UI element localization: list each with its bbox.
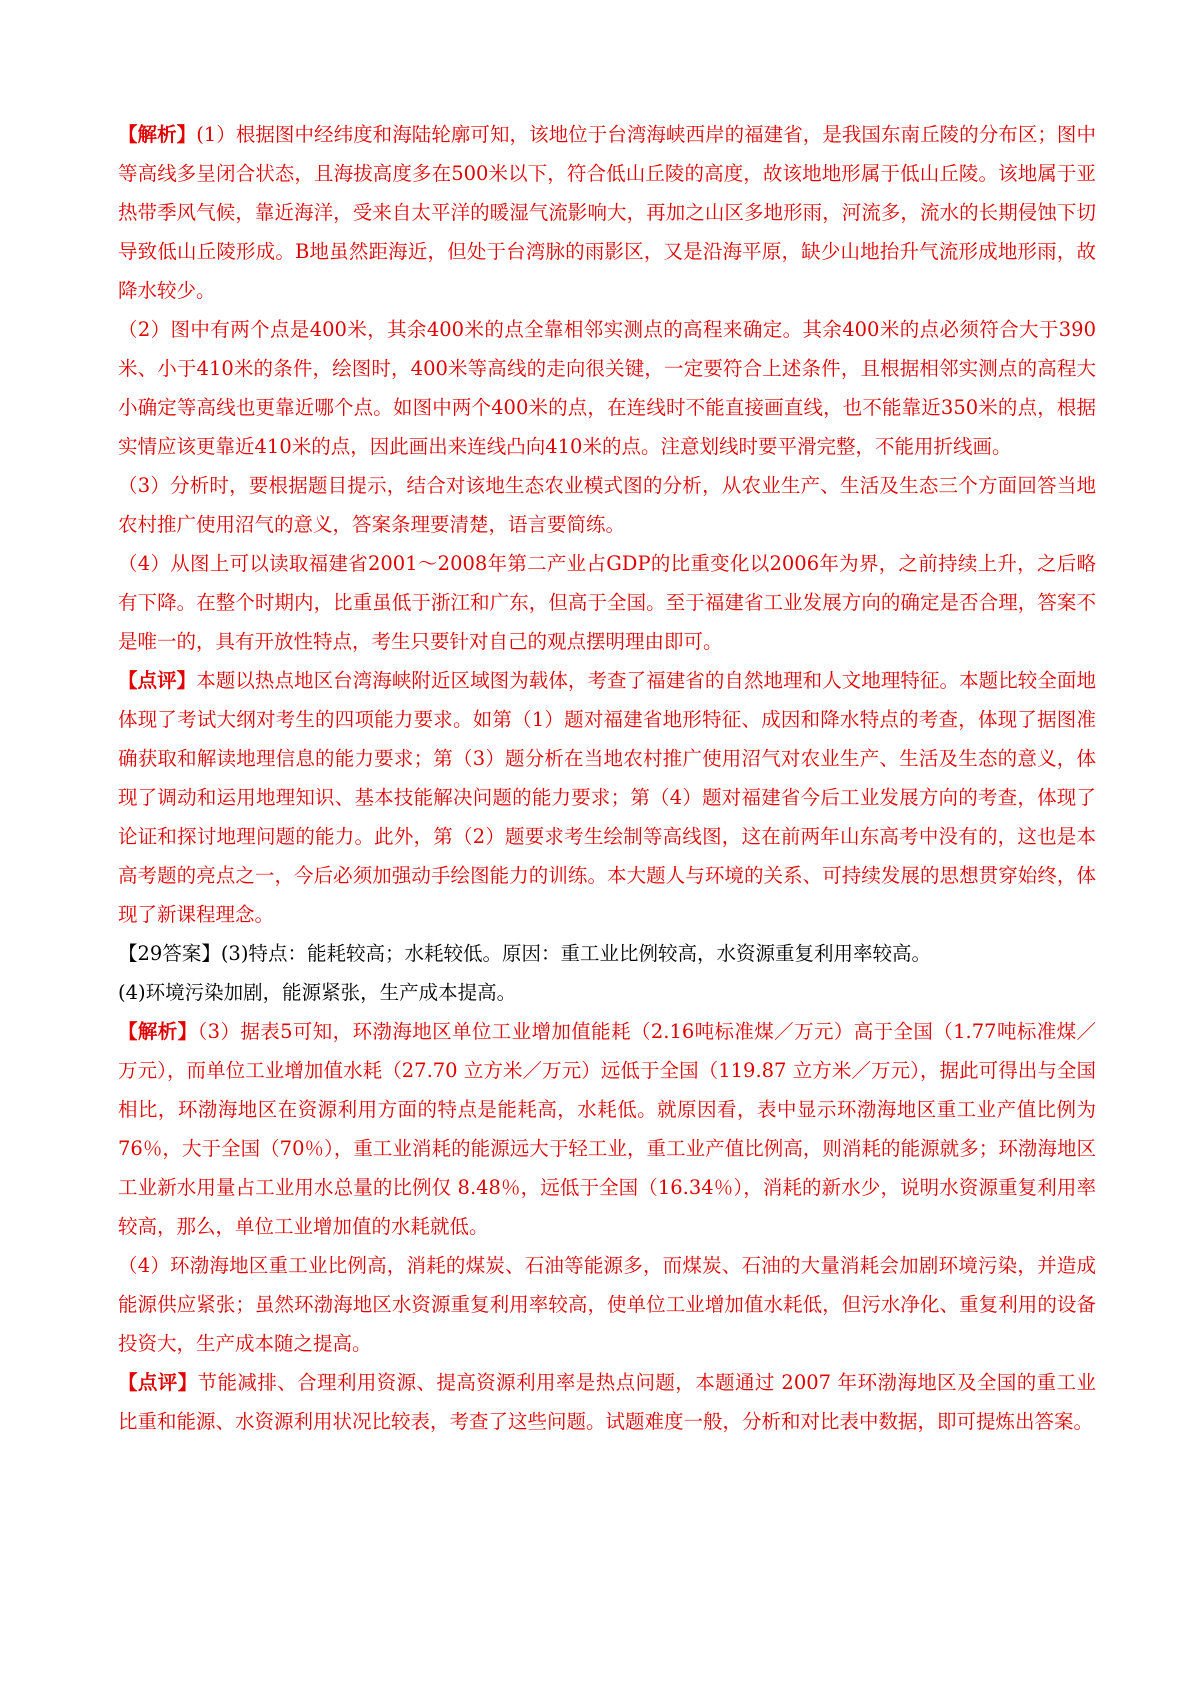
answer-text: (3)特点：能耗较高；水耗较低。原因：重工业比例较高，水资源重复利用率较高。 (220, 942, 931, 965)
analysis-text: (1）根据图中经纬度和海陆轮廓可知，该地位于台湾海峡西岸的福建省，是我国东南丘陵的分布区；图中等高线多呈闭合状态，且海拔高度多在500米以下，符合低山丘陵的高度，故该地地形属于低山丘陵。该地属于亚热带季风气候，靠近海洋，受来自太平洋的暖湿气流影响大，再加之山区多地形雨，河流多，流水的长期侵蚀下切导致低山丘陵形成。B地虽然距海近，但处于台湾脉的雨影区，又是沿海平原，缺少山地抬升气流形成地形雨，故降水较少。 (118, 123, 1096, 302)
comment-paragraph-2 (118, 1363, 1096, 1441)
analysis-text: （3）据表5可知，环渤海地区单位工业增加值能耗（2.16吨标准煤／万元）高于全国（1.77吨标准煤／万元），而单位工业增加值水耗（27.70 立方米／万元）远低于全国（119.87 立方米／万元），据此可得出与全国相比，环渤海地区在资源利用方面的特点是能耗高，水耗低。就原因看，表中显示环渤海地区重工业产值比例为76％，大于全国（70％），重工业消耗的能源远大于轻工业，重工业产值比例高，则消耗的能源就多；环渤海地区工业新水用量占工业用水总量的比例仅 8.48％，远低于全国（16.34％），消耗的新水少，说明水资源重复利用率较高，那么，单位工业增加值的水耗就低。 (118, 1020, 1096, 1238)
analysis-paragraph-1 (118, 115, 1096, 310)
comment-tag: 【点评】 (118, 1371, 198, 1394)
analysis-paragraph-6: （4）环渤海地区重工业比例高，消耗的煤炭、石油等能源多，而煤炭、石油的大量消耗会加剧环境污染，并造成能源供应紧张；虽然环渤海地区水资源重复利用率较高，使单位工业增加值水耗低，但污水净化、重复利用的设备投资大，生产成本随之提高。 (118, 1254, 1096, 1355)
answer-paragraph-1 (118, 934, 1096, 973)
comment-paragraph-1 (118, 661, 1096, 934)
comment-tag: 【点评】 (118, 669, 197, 692)
analysis-paragraph-3: （3）分析时，要根据题目提示，结合对该地生态农业模式图的分析，从农业生产、生活及生态三个方面回答当地农村推广使用沼气的意义，答案条理要清楚，语言要简练。 (118, 474, 1096, 536)
answer-tag: 【29答案】 (118, 942, 221, 965)
comment-text: 节能减排、合理利用资源、提高资源利用率是热点问题，本题通过 2007 年环渤海地区及全国的重工业比重和能源、水资源利用状况比较表，考查了这些问题。试题难度一般，分析和对比表中数据，即可提炼出答案。 (118, 1371, 1096, 1433)
analysis-tag: 【解析】 (118, 123, 197, 146)
comment-text: 本题以热点地区台湾海峡附近区域图为载体，考查了福建省的自然地理和人文地理特征。本题比较全面地体现了考试大纲对考生的四项能力要求。如第（1）题对福建省地形特征、成因和降水特点的考查，体现了据图准确获取和解读地理信息的能力要求；第（3）题分析在当地农村推广使用沼气对农业生产、生活及生态的意义，体现了调动和运用地理知识、基本技能解决问题的能力要求；第（4）题对福建省今后工业发展方向的考查，体现了论证和探讨地理问题的能力。此外，第（2）题要求考生绘制等高线图，这在前两年山东高考中没有的，这也是本高考题的亮点之一，今后必须加强动手绘图能力的训练。本大题人与环境的关系、可持续发展的思想贯穿始终，体现了新课程理念。 (118, 669, 1096, 926)
analysis-paragraph-4: （4）从图上可以读取福建省2001～2008年第二产业占GDP的比重变化以2006年为界，之前持续上升，之后略有下降。在整个时期内，比重虽低于浙江和广东，但高于全国。至于福建省工业发展方向的确定是否合理，答案不是唯一的，具有开放性特点，考生只要针对自己的观点摆明理由即可。 (118, 552, 1096, 653)
analysis-paragraph-5 (118, 1012, 1096, 1246)
analysis-tag: 【解析】 (118, 1020, 198, 1043)
answer-paragraph-2: (4)环境污染加剧，能源紧张，生产成本提高。 (118, 981, 517, 1004)
analysis-paragraph-2: （2）图中有两个点是400米，其余400米的点全靠相邻实测点的高程来确定。其余400米的点必须符合大于390米、小于410米的条件，绘图时，400米等高线的走向很关键，一定要符合上述条件，且根据相邻实测点的高程大小确定等高线也更靠近哪个点。如图中两个400米的点，在连线时不能直接画直线，也不能靠近350米的点，根据实情应该更靠近410米的点，因此画出来连线凸向410米的点。注意划线时要平滑完整，不能用折线画。 (118, 318, 1096, 458)
document-page (118, 115, 1096, 1441)
